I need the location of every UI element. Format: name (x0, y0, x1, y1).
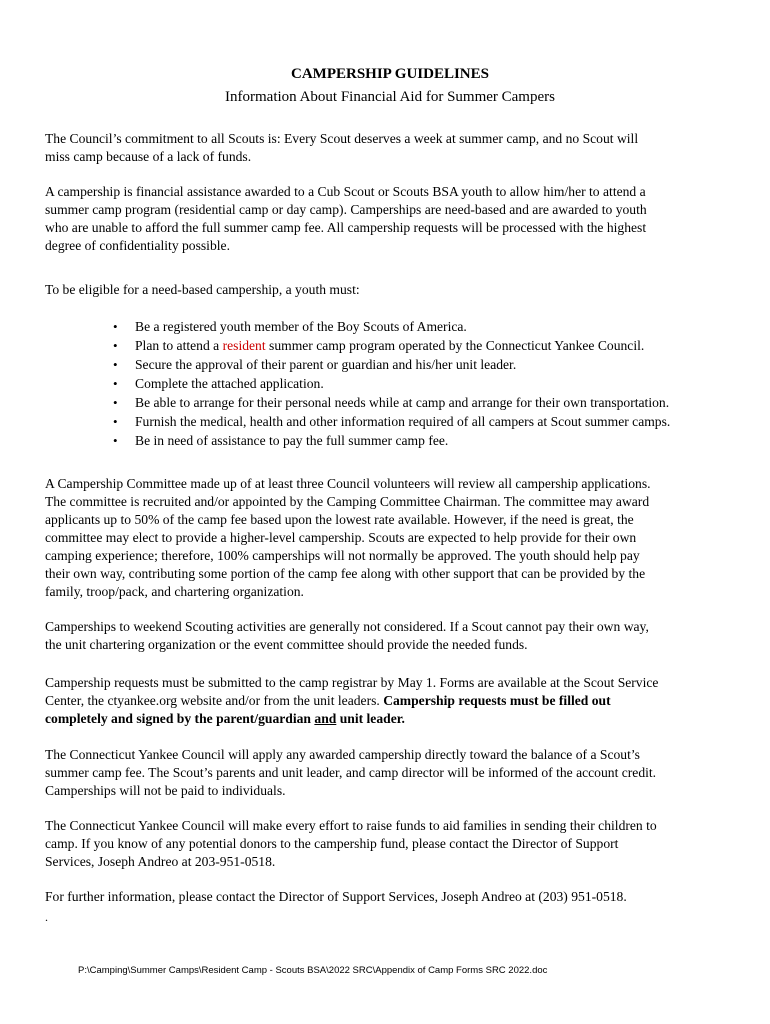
paragraph-line: miss camp because of a lack of funds. (45, 149, 252, 164)
list-item: • Furnish the medical, health and other information required of all campers at Scout summer camps. (113, 412, 753, 431)
underlined-and: and (314, 711, 337, 726)
page-title: CAMPERSHIP GUIDELINES (291, 66, 489, 82)
eligibility-list (113, 317, 753, 450)
list-item-text: Plan to attend a (135, 338, 223, 353)
paragraph-line: committee may elect to provide a higher-level campership. Scouts are expected to help provide for their own (45, 530, 637, 545)
bold-requirement: completely and signed by the parent/guardian (45, 711, 315, 726)
paragraph-line: camping experience; therefore, 100% camperships will not normally be approved. The youth should help pay (45, 548, 640, 563)
paragraph-line: A campership is financial assistance awarded to a Cub Scout or Scouts BSA youth to allow him/her to attend a (45, 184, 646, 199)
contact-paragraph (45, 888, 745, 906)
committee-paragraph (45, 475, 745, 601)
list-item: • Be a registered youth member of the Boy Scouts of America. (113, 317, 753, 336)
list-item: • Secure the approval of their parent or guardian and his/her unit leader. (113, 355, 753, 374)
bold-requirement: unit leader. (336, 711, 405, 726)
paragraph-line: A Campership Committee made up of at least three Council volunteers will review all campership applications. (45, 476, 651, 491)
paragraph-line: The Connecticut Yankee Council will make every effort to raise funds to aid families in sending their children to (45, 818, 657, 833)
list-item-text: summer camp program operated by the Connecticut Yankee Council. (265, 338, 645, 353)
resident-highlight: resident (222, 338, 266, 353)
paragraph-line: The committee is recruited and/or appointed by the Camping Committee Chairman. The committee may award (45, 494, 650, 509)
paragraph-text: Center, the ctyankee.org website and/or from the unit leaders. (45, 693, 384, 708)
paragraph-line: degree of confidentiality possible. (45, 238, 230, 253)
paragraph-line: For further information, please contact the Director of Support Services, Joseph Andreo at (203) 951-0518. (45, 889, 627, 904)
paragraph-line: summer camp program (residential camp or day camp). Camperships are need-based and are awarded to youth (45, 202, 647, 217)
paragraph-line: Services, Joseph Andreo at 203-951-0518. (45, 854, 276, 869)
trailing-dot: . (45, 910, 48, 924)
paragraph-line: The Connecticut Yankee Council will apply any awarded campership directly toward the balance of a Scout’s (45, 747, 640, 762)
paragraph-line: who are unable to afford the full summer camp fee. All campership requests will be processed with the highest (45, 220, 647, 235)
fundraising-paragraph (45, 817, 745, 871)
weekend-paragraph (45, 618, 745, 654)
list-item: • Be able to arrange for their personal needs while at camp and arrange for their own transportation. (113, 393, 753, 412)
page-subtitle: Information About Financial Aid for Summer Campers (225, 89, 555, 105)
paragraph-line: their own way, contributing some portion of the camp fee along with other support that can be provided by the (45, 566, 646, 581)
bold-requirement: Campership requests must be filled out (383, 693, 611, 708)
paragraph-line (45, 692, 745, 710)
submission-paragraph (45, 674, 745, 728)
list-item: • Be in need of assistance to pay the full summer camp fee. (113, 431, 753, 450)
file-path-footer: P:\Camping\Summer Camps\Resident Camp - Scouts BSA\2022 SRC\Appendix of Camp Forms SRC 2022.doc (78, 965, 548, 976)
list-item (113, 336, 753, 355)
paragraph-line: Camperships to weekend Scouting activities are generally not considered. If a Scout cannot pay their own way, (45, 619, 649, 634)
application-paragraph (45, 746, 745, 800)
paragraph-line: applicants up to 50% of the camp fee based upon the lowest rate available. However, if the need is great, the (45, 512, 634, 527)
list-item: • Complete the attached application. (113, 374, 753, 393)
paragraph-line: The Council’s commitment to all Scouts is: Every Scout deserves a week at summer camp, and no Scout will (45, 131, 639, 146)
paragraph-line: Camperships will not be paid to individuals. (45, 783, 286, 798)
paragraph-line: camp. If you know of any potential donors to the campership fund, please contact the Director of Support (45, 836, 619, 851)
campership-definition-paragraph (45, 183, 745, 255)
paragraph-line: the unit chartering organization or the event committee should provide the needed funds. (45, 637, 528, 652)
commitment-paragraph (45, 130, 745, 166)
paragraph-line: To be eligible for a need-based campership, a youth must: (45, 282, 360, 297)
paragraph-line: Campership requests must be submitted to the camp registrar by May 1. Forms are available at the Scout Service (45, 675, 659, 690)
paragraph-line: family, troop/pack, and chartering organization. (45, 584, 304, 599)
eligibility-intro (45, 281, 745, 299)
paragraph-line: summer camp fee. The Scout’s parents and unit leader, and camp director will be informed of the account credit. (45, 765, 657, 780)
paragraph-line (45, 710, 745, 728)
